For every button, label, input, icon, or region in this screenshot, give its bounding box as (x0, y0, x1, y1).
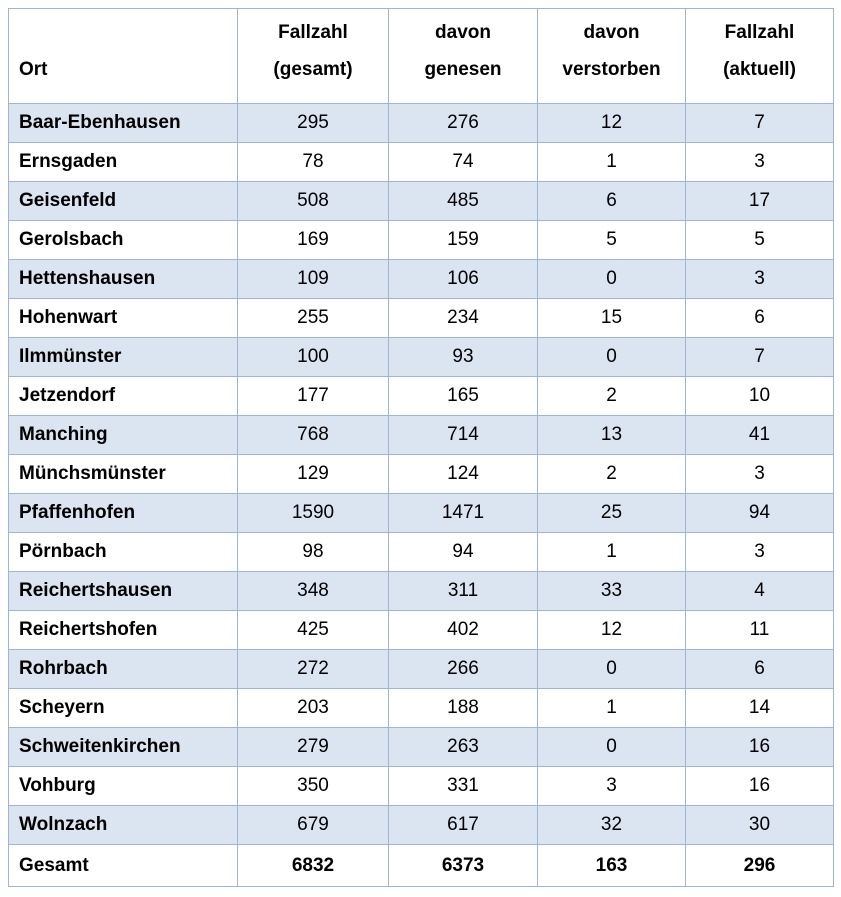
ort-cell: Reichertshausen (9, 572, 238, 611)
value-cell: 159 (389, 221, 538, 260)
value-cell: 6 (538, 182, 686, 221)
value-cell: 5 (686, 221, 834, 260)
column-header-davon-verstorben (538, 9, 686, 104)
ort-cell: Wolnzach (9, 806, 238, 845)
ort-cell: Geisenfeld (9, 182, 238, 221)
value-cell: 98 (238, 533, 389, 572)
value-cell: 508 (238, 182, 389, 221)
value-cell: 100 (238, 338, 389, 377)
value-cell: 6373 (389, 845, 538, 887)
value-cell: 3 (686, 143, 834, 182)
ort-cell: Hohenwart (9, 299, 238, 338)
value-cell: 17 (686, 182, 834, 221)
table-row (9, 455, 834, 494)
value-cell: 94 (686, 494, 834, 533)
table-row (9, 494, 834, 533)
value-cell: 350 (238, 767, 389, 806)
value-cell: 4 (686, 572, 834, 611)
header-line: genesen (424, 59, 502, 80)
value-cell: 679 (238, 806, 389, 845)
value-cell: 93 (389, 338, 538, 377)
value-cell: 1 (538, 143, 686, 182)
header-line: (gesamt) (273, 59, 353, 80)
value-cell: 15 (538, 299, 686, 338)
table-row (9, 299, 834, 338)
table-row (9, 416, 834, 455)
value-cell: 2 (538, 455, 686, 494)
value-cell: 1471 (389, 494, 538, 533)
value-cell: 33 (538, 572, 686, 611)
ort-cell: Ernsgaden (9, 143, 238, 182)
header-line: verstorben (562, 59, 661, 80)
value-cell: 78 (238, 143, 389, 182)
value-cell: 165 (389, 377, 538, 416)
value-cell: 25 (538, 494, 686, 533)
value-cell: 14 (686, 689, 834, 728)
header-line: davon (435, 22, 491, 43)
value-cell: 276 (389, 104, 538, 143)
table-body (9, 104, 834, 887)
value-cell: 331 (389, 767, 538, 806)
value-cell: 279 (238, 728, 389, 767)
value-cell: 1 (538, 689, 686, 728)
ort-cell: Rohrbach (9, 650, 238, 689)
table-row (9, 767, 834, 806)
value-cell: 32 (538, 806, 686, 845)
ort-cell: Gerolsbach (9, 221, 238, 260)
value-cell: 5 (538, 221, 686, 260)
table-row (9, 338, 834, 377)
ort-cell: Hettenshausen (9, 260, 238, 299)
column-header-fallzahl-gesamt (238, 9, 389, 104)
value-cell: 3 (538, 767, 686, 806)
value-cell: 203 (238, 689, 389, 728)
column-header-davon-genesen (389, 9, 538, 104)
ort-cell: Jetzendorf (9, 377, 238, 416)
value-cell: 425 (238, 611, 389, 650)
ort-cell: Ilmmünster (9, 338, 238, 377)
value-cell: 2 (538, 377, 686, 416)
covid-cases-table (8, 8, 834, 887)
value-cell: 7 (686, 104, 834, 143)
value-cell: 768 (238, 416, 389, 455)
value-cell: 129 (238, 455, 389, 494)
ort-cell: Baar-Ebenhausen (9, 104, 238, 143)
value-cell: 714 (389, 416, 538, 455)
ort-cell: Pörnbach (9, 533, 238, 572)
ort-cell: Scheyern (9, 689, 238, 728)
value-cell: 3 (686, 533, 834, 572)
header-row (9, 9, 834, 104)
value-cell: 296 (686, 845, 834, 887)
table-row (9, 104, 834, 143)
value-cell: 272 (238, 650, 389, 689)
ort-cell: Münchsmünster (9, 455, 238, 494)
value-cell: 266 (389, 650, 538, 689)
value-cell: 402 (389, 611, 538, 650)
value-cell: 169 (238, 221, 389, 260)
table-row (9, 143, 834, 182)
column-header-fallzahl-aktuell (686, 9, 834, 104)
table-header (9, 9, 834, 104)
table-row (9, 221, 834, 260)
column-header-ort (9, 9, 238, 104)
value-cell: 348 (238, 572, 389, 611)
table-row (9, 533, 834, 572)
ort-cell: Vohburg (9, 767, 238, 806)
value-cell: 12 (538, 611, 686, 650)
value-cell: 0 (538, 260, 686, 299)
value-cell: 163 (538, 845, 686, 887)
value-cell: 188 (389, 689, 538, 728)
value-cell: 7 (686, 338, 834, 377)
header-line: Fallzahl (278, 22, 348, 43)
value-cell: 11 (686, 611, 834, 650)
value-cell: 41 (686, 416, 834, 455)
ort-cell: Schweitenkirchen (9, 728, 238, 767)
value-cell: 16 (686, 767, 834, 806)
value-cell: 311 (389, 572, 538, 611)
value-cell: 234 (389, 299, 538, 338)
value-cell: 13 (538, 416, 686, 455)
ort-cell: Reichertshofen (9, 611, 238, 650)
value-cell: 6 (686, 299, 834, 338)
table-row (9, 377, 834, 416)
value-cell: 30 (686, 806, 834, 845)
ort-cell: Pfaffenhofen (9, 494, 238, 533)
value-cell: 1590 (238, 494, 389, 533)
value-cell: 263 (389, 728, 538, 767)
value-cell: 295 (238, 104, 389, 143)
header-line: Fallzahl (724, 22, 795, 43)
value-cell: 106 (389, 260, 538, 299)
header-line: davon (583, 22, 640, 43)
value-cell: 0 (538, 338, 686, 377)
ort-cell: Manching (9, 416, 238, 455)
value-cell: 3 (686, 455, 834, 494)
value-cell: 6832 (238, 845, 389, 887)
value-cell: 3 (686, 260, 834, 299)
value-cell: 0 (538, 650, 686, 689)
value-cell: 124 (389, 455, 538, 494)
value-cell: 94 (389, 533, 538, 572)
table-row (9, 260, 834, 299)
value-cell: 109 (238, 260, 389, 299)
value-cell: 617 (389, 806, 538, 845)
value-cell: 12 (538, 104, 686, 143)
table-row (9, 728, 834, 767)
table-row (9, 611, 834, 650)
table-row (9, 650, 834, 689)
table-row (9, 806, 834, 845)
value-cell: 16 (686, 728, 834, 767)
value-cell: 177 (238, 377, 389, 416)
total-row (9, 845, 834, 887)
value-cell: 1 (538, 533, 686, 572)
value-cell: 10 (686, 377, 834, 416)
value-cell: 255 (238, 299, 389, 338)
ort-cell: Gesamt (9, 845, 238, 887)
table-row (9, 689, 834, 728)
value-cell: 6 (686, 650, 834, 689)
value-cell: 485 (389, 182, 538, 221)
table-row (9, 182, 834, 221)
value-cell: 74 (389, 143, 538, 182)
header-line: (aktuell) (723, 59, 796, 80)
column-header-ort-label: Ort (19, 59, 48, 80)
value-cell: 0 (538, 728, 686, 767)
table-row (9, 572, 834, 611)
